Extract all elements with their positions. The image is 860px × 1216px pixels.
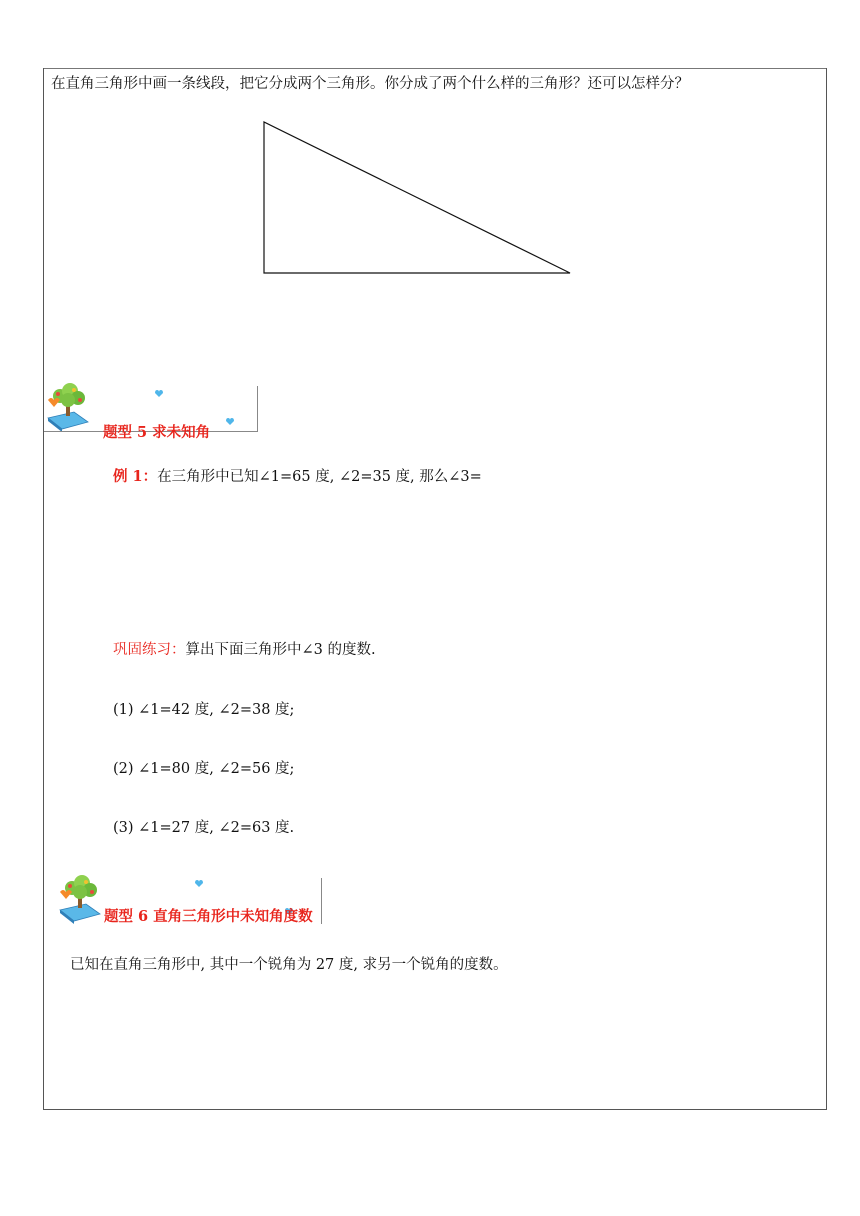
practice-heading — [113, 643, 376, 658]
tree-book-icon — [56, 874, 106, 924]
intro-question: 在直角三角形中画一条线段，把它分成两个三角形。你分成了两个什么样的三角形？还可以怎样分？ — [51, 76, 689, 92]
section6-title: 题型 6 直角三角形中未知角度数 — [104, 908, 313, 925]
practice-label: 巩固练习： — [113, 642, 186, 658]
practice-item-2: (2) ∠1=80 度, ∠2=56 度; — [113, 761, 295, 777]
example-text: 在三角形中已知∠1=65 度, ∠2=35 度, 那么∠3= — [157, 469, 482, 485]
practice-text: 算出下面三角形中∠3 的度数. — [185, 642, 376, 658]
example-1 — [113, 470, 482, 485]
header-divider — [257, 386, 258, 432]
tree-book-icon — [44, 382, 94, 432]
header-divider — [321, 878, 322, 924]
practice-item-1: (1) ∠1=42 度, ∠2=38 度; — [113, 702, 295, 718]
section5-title: 题型 5 求未知角 — [103, 424, 211, 441]
practice-item-3: (3) ∠1=27 度, ∠2=63 度. — [113, 820, 295, 836]
right-triangle-figure — [0, 0, 860, 300]
section6-question: 已知在直角三角形中, 其中一个锐角为 27 度, 求另一个锐角的度数。 — [70, 957, 508, 973]
example-label: 例 1： — [113, 468, 158, 485]
